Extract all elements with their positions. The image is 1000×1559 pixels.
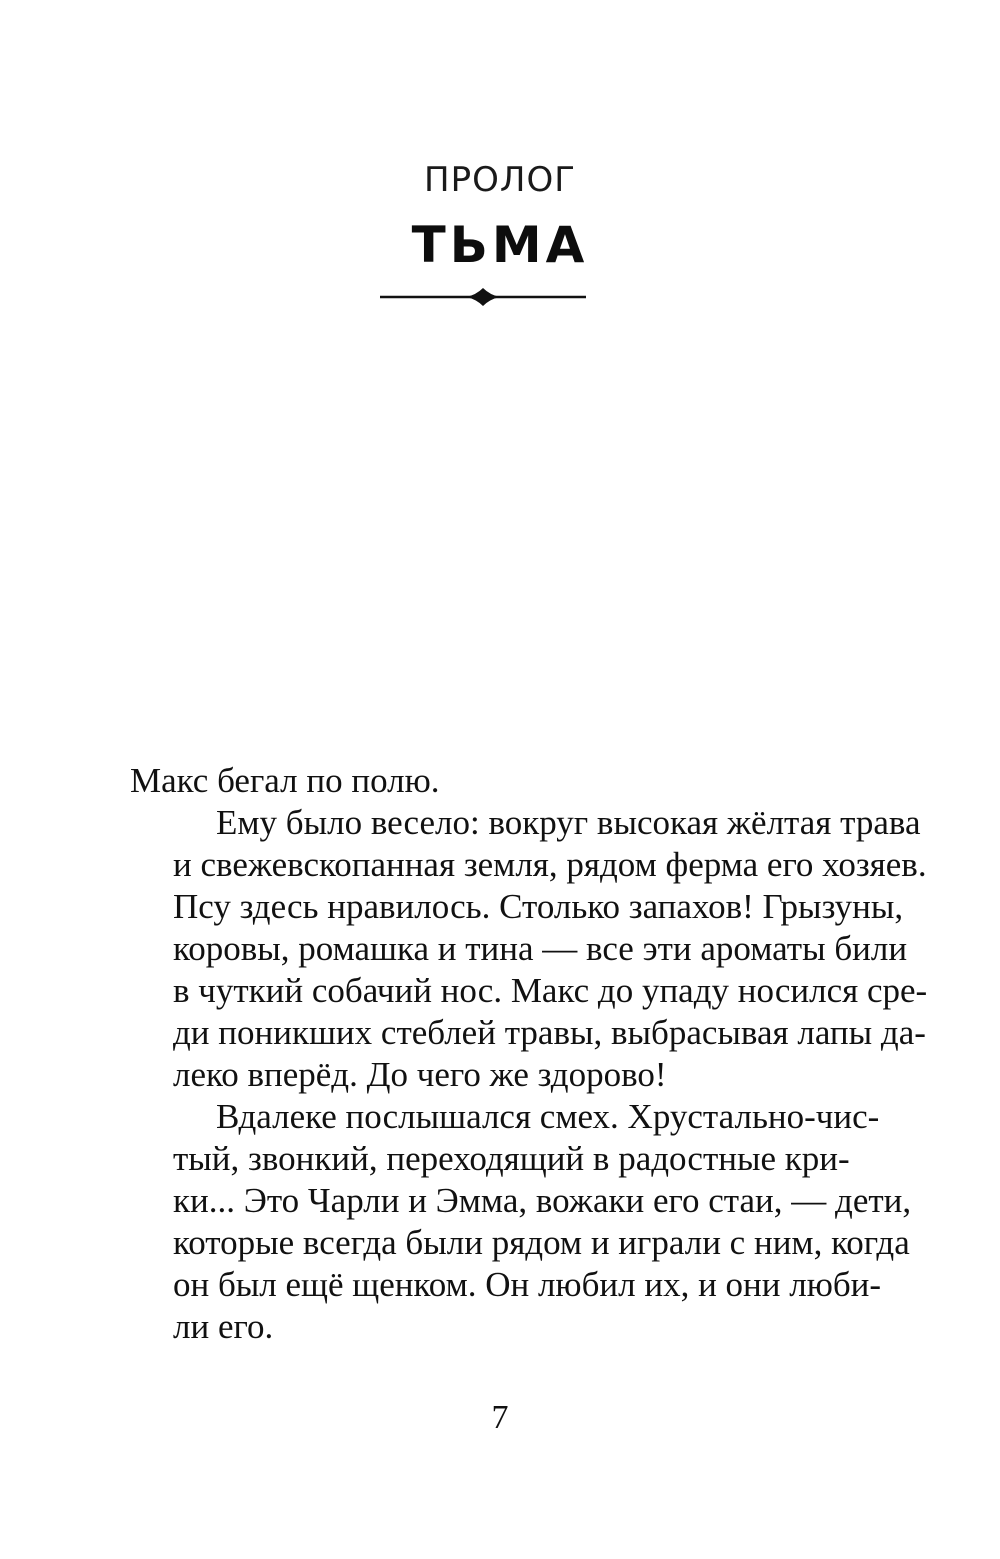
paragraph xyxy=(130,760,842,802)
text-line: которые всегда были рядом и играли с ним, когда xyxy=(173,1223,910,1262)
text-line: он был ещё щенком. Он любил их, и они люби- xyxy=(173,1265,882,1304)
text-line: Псу здесь нравилось. Столько запахов! Грызуны, xyxy=(173,887,904,926)
paragraph xyxy=(130,802,928,1096)
text-line: ки... Это Чарли и Эмма, вожаки его стаи, — дети, xyxy=(173,1181,912,1220)
text-line: леко вперёд. До чего же здорово! xyxy=(173,1055,667,1094)
text-line: ди поникших стеблей травы, выбрасывая лапы да- xyxy=(173,1013,926,1052)
text-line: ли его. xyxy=(173,1307,274,1346)
body-text xyxy=(130,760,928,1348)
chapter-title: ТЬМА xyxy=(411,216,589,274)
paragraph xyxy=(130,1096,912,1348)
chapter-label: ПРОЛОГ xyxy=(424,160,576,200)
text-line: Вдалеке послышался смех. Хрустально-чис- xyxy=(216,1097,880,1136)
text-line: Макс бегал по полю. xyxy=(130,761,440,800)
text-line: Ему было весело: вокруг высокая жёлтая трава xyxy=(216,803,921,842)
diamond-rule-ornament-icon xyxy=(380,285,586,309)
page-number: 7 xyxy=(491,1399,509,1436)
text-line: коровы, ромашка и тина — все эти ароматы били xyxy=(173,929,908,968)
text-line: и свежевскопанная земля, рядом ферма его хозяев. xyxy=(173,845,927,884)
text-line: в чуткий собачий нос. Макс до упаду носился сре- xyxy=(173,971,928,1010)
text-line: тый, звонкий, переходящий в радостные кри- xyxy=(173,1139,850,1178)
